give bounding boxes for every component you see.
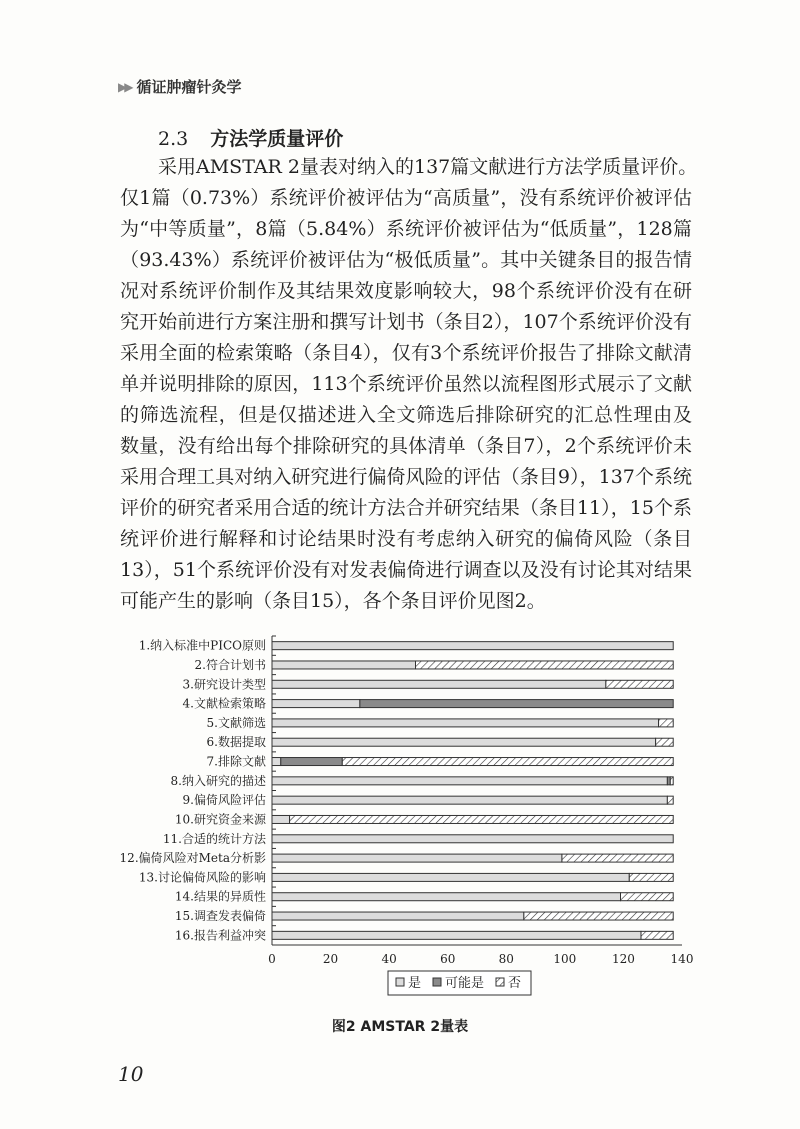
x-tick-label: 100	[553, 952, 577, 966]
running-title: 循证肿瘤针灸学	[136, 78, 242, 96]
category-label: 15.调查发表偏倚	[174, 909, 266, 924]
paragraph-line: 可能产生的影响（条目15），各个条目评价见图2。	[120, 590, 546, 612]
bar-segment-yes	[272, 873, 629, 881]
paragraph-line: 况对系统评价制作及其结果效度影响较大，98个系统评价没有在研	[120, 280, 692, 302]
paragraph-line: 仅1篇（0.73%）系统评价被评估为“高质量”，没有系统评价被评估	[120, 187, 692, 209]
bar-segment-no	[621, 893, 674, 901]
bar-segment-yes	[272, 777, 667, 785]
category-label: 10.研究资金来源	[174, 812, 266, 827]
bar-segment-no	[416, 661, 674, 669]
paragraph-line: 采用全面的检索策略（条目4），仅有3个系统评价报告了排除文献清	[120, 342, 692, 364]
bar-segment-yes	[272, 796, 667, 804]
bar-segment-yes	[272, 893, 621, 901]
category-label: 8.纳入研究的描述	[170, 773, 266, 788]
bar-segment-no	[656, 738, 674, 746]
bar-segment-no	[629, 873, 673, 881]
category-label: 5.文献筛选	[206, 715, 266, 730]
bar-segment-yes	[272, 912, 524, 920]
section-title: 方法学质量评价	[210, 128, 344, 150]
paragraph-line: 究开始前进行方案注册和撰写计划书（条目2），107个系统评价没有	[120, 311, 692, 333]
paragraph-line: （93.43%）系统评价被评估为“极低质量”。其中关键条目的报告情	[120, 249, 692, 271]
category-label: 12.偏倚风险对Meta分析影	[119, 851, 266, 866]
bar-segment-yes	[272, 758, 281, 766]
x-tick-label: 120	[611, 952, 635, 966]
bar-segment-no	[342, 758, 673, 766]
bar-segment-no	[290, 815, 674, 823]
bar-segment-yes	[272, 700, 360, 708]
bar-segment-no	[524, 912, 673, 920]
bar-segment-no	[606, 680, 673, 688]
category-label: 3.研究设计类型	[182, 677, 266, 692]
legend-swatch	[396, 978, 404, 986]
bar-segment-yes	[272, 815, 290, 823]
category-label: 16.报告利益冲突	[174, 928, 266, 943]
bar-segment-yes	[272, 680, 606, 688]
x-tick-label: 140	[670, 952, 694, 966]
double-arrow-icon: ▶▶	[118, 79, 131, 94]
category-label: 4.文献检索策略	[182, 696, 266, 711]
paragraph-line: 采用AMSTAR 2量表对纳入的137篇文献进行方法学质量评价。	[158, 156, 698, 178]
category-label: 1.纳入标准中PICO原则	[138, 638, 266, 653]
category-label: 6.数据提取	[206, 735, 266, 750]
x-tick-label: 80	[498, 952, 514, 966]
category-label: 2.符合计划书	[194, 657, 266, 672]
bar-segment-no	[667, 796, 673, 804]
bar-segment-yes	[272, 931, 641, 939]
paragraph-line: 数量，没有给出每个排除研究的具体清单（条目7），2个系统评价未	[120, 435, 692, 457]
x-tick-label: 60	[440, 952, 456, 966]
paragraph-line: 评价的研究者采用合适的统计方法合并研究结果（条目11），15个系	[120, 497, 692, 519]
category-label: 14.结果的异质性	[174, 889, 266, 904]
paragraph-line: 单并说明排除的原因，113个系统评价虽然以流程图形式展示了文献	[120, 373, 692, 395]
legend-label: 否	[508, 976, 522, 991]
bar-segment-probably-yes	[281, 758, 343, 766]
page-number: 10	[118, 1062, 144, 1086]
section-number: 2.3	[158, 128, 189, 150]
legend-swatch	[433, 978, 441, 986]
x-tick-label: 40	[381, 952, 397, 966]
category-label: 11.合适的统计方法	[162, 831, 266, 846]
bar-segment-yes	[272, 719, 659, 727]
paragraph-line: 13），51个系统评价没有对发表偏倚进行调查以及没有讨论其对结果	[120, 559, 692, 581]
legend-label: 可能是	[445, 976, 485, 991]
category-label: 13.讨论偏倚风险的影响	[138, 870, 266, 885]
bar-segment-yes	[272, 661, 416, 669]
paragraph-line: 的筛选流程，但是仅描述进入全文筛选后排除研究的汇总性理由及	[120, 404, 692, 426]
legend-swatch	[496, 978, 504, 986]
category-label: 9.偏倚风险评估	[182, 793, 266, 808]
figure-caption: 图2 AMSTAR 2量表	[331, 1019, 469, 1035]
paragraph-line: 统评价进行解释和讨论结果时没有考虑纳入研究的偏倚风险（条目	[120, 528, 692, 550]
bar-segment-yes	[272, 642, 673, 650]
category-label: 7.排除文献	[206, 754, 266, 769]
bar-segment-no	[670, 777, 673, 785]
legend-label: 是	[408, 976, 422, 991]
bar-segment-yes	[272, 835, 673, 843]
bar-segment-no	[659, 719, 674, 727]
bar-segment-yes	[272, 854, 562, 862]
paragraph-line: 为“中等质量”，8篇（5.84%）系统评价被评估为“低质量”，128篇	[120, 218, 692, 240]
bar-segment-yes	[272, 738, 656, 746]
x-tick-label: 20	[322, 952, 339, 966]
bar-segment-no	[562, 854, 673, 862]
paragraph-line: 采用合理工具对纳入研究进行偏倚风险的评估（条目9），137个系统	[120, 466, 692, 488]
x-tick-label: 0	[268, 952, 276, 966]
bar-segment-no	[641, 931, 673, 939]
bar-segment-probably-yes	[360, 700, 673, 708]
